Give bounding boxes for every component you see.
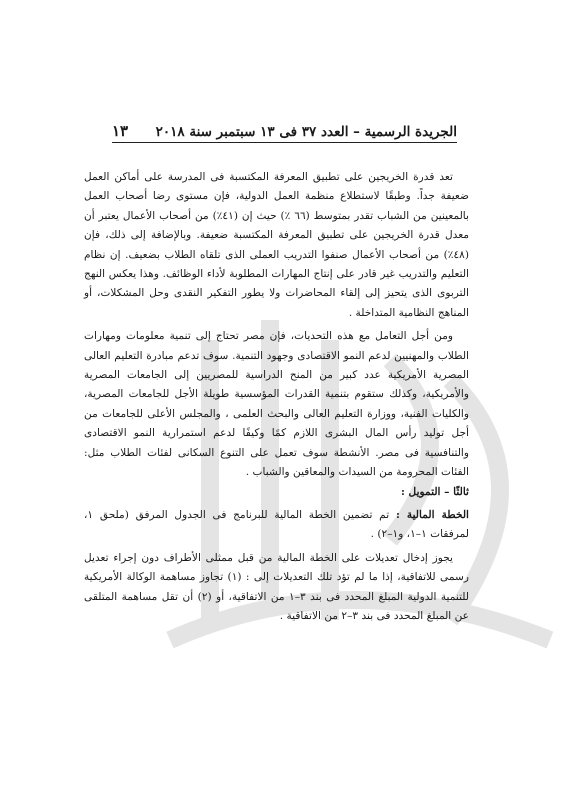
page-number: ١٣: [112, 122, 129, 140]
paragraph-4: يجوز إدخال تعديلات على الخطة المالية من قبل ممثلى الأطراف دون إجراء تعديل رسمى للاتفاقية، إذا ما لم تؤد تلك التعديلات إلى : (١) تجاوز مساهمة الوكالة الأمريكية للتنمية الدولية المبلغ المحدد فى بند ٣–١ من الاتفاقية، أو (٢) أن تقل مساهمة المتلقى عن المبلغ المحدد فى بند ٣–٢ من الاتفاقية .: [84, 551, 470, 622]
paragraph-financial-plan: [84, 506, 469, 545]
header-title: الجريدة الرسمية – العدد ٣٧ فى ١٣ سبتمبر سنة ٢٠١٨: [155, 124, 457, 140]
section-heading-funding: ثالثًا – التمويل :: [400, 485, 469, 498]
document-body: [84, 168, 469, 626]
paragraph-2: ومن أجل التعامل مع هذه التحديات، فإن مصر تحتاج إلى تنمية معلومات ومهارات الطلاب والمهنيين لدعم النمو الاقتصادى وجهود التنمية. سوف تدعم مبادرة التعليم العالى المصرية الأمريكية عدد كبير من المنح الدراسية للمصريين إلى الجامعات المصرية والأمريكية، وكذلك ستقوم بتنمية القدرات المؤسسية طويلة الأجل للجامعات المصرية، والكليات الفنية، ووزارة التعليم العالى والبحث العلمى ، والمجلس الأعلى للجامعات من أجل توليد رأس المال البشرى اللازم كمًا وكيفًا لدعم استمرارية النمو الاقتصادى والتنافسية فى مصر. الأنشطة سوف تعمل على التنوع السكانى لفئات الطلاب مثل: الفئات المحرومة من السيدات والمعاقين والشباب .: [84, 330, 469, 479]
financial-plan-text: تم تضمين الخطة المالية للبرنامج فى الجدول المرفق (ملحق ١، لمرفقات ١–١، و١–٢) .: [84, 508, 469, 541]
page-header: [112, 116, 457, 143]
financial-plan-label: الخطة المالية :: [395, 508, 469, 521]
paragraph-1: تعد قدرة الخريجين على تطبيق المعرفة المكتسبة فى المدرسة على أماكن العمل ضعيفة جداً. وطبقًا لاستطلاع منظمة العمل الدولية، فإن مستوى رضا أصحاب العمل بالمعينين من الشباب تقدر بمتوسط (٦٦ ٪) حيث إن (٤١٪) من أصحاب الأعمال يعتبر أن معدل قدرة الخريجين على تطبيق المعرفة المكتسبة ضعيفة. وبالإضافة إلى ذلك، فإن (٤٨٪) من أصحاب الأعمال صنفوا التدريب العملى الذى تلقاه الطلاب بضعيف. إن نظام التعليم والتدريب غير قادر على إنتاج المهارات المطلوبة لأداء الوظائف. وهذا يعكس النهج التربوى الذى يتحيز إلى إلقاء المحاضرات ولا يطور التفكير النقدى وحل المشكلات، أو المناهج النظامية المتداخلة .: [84, 171, 469, 319]
